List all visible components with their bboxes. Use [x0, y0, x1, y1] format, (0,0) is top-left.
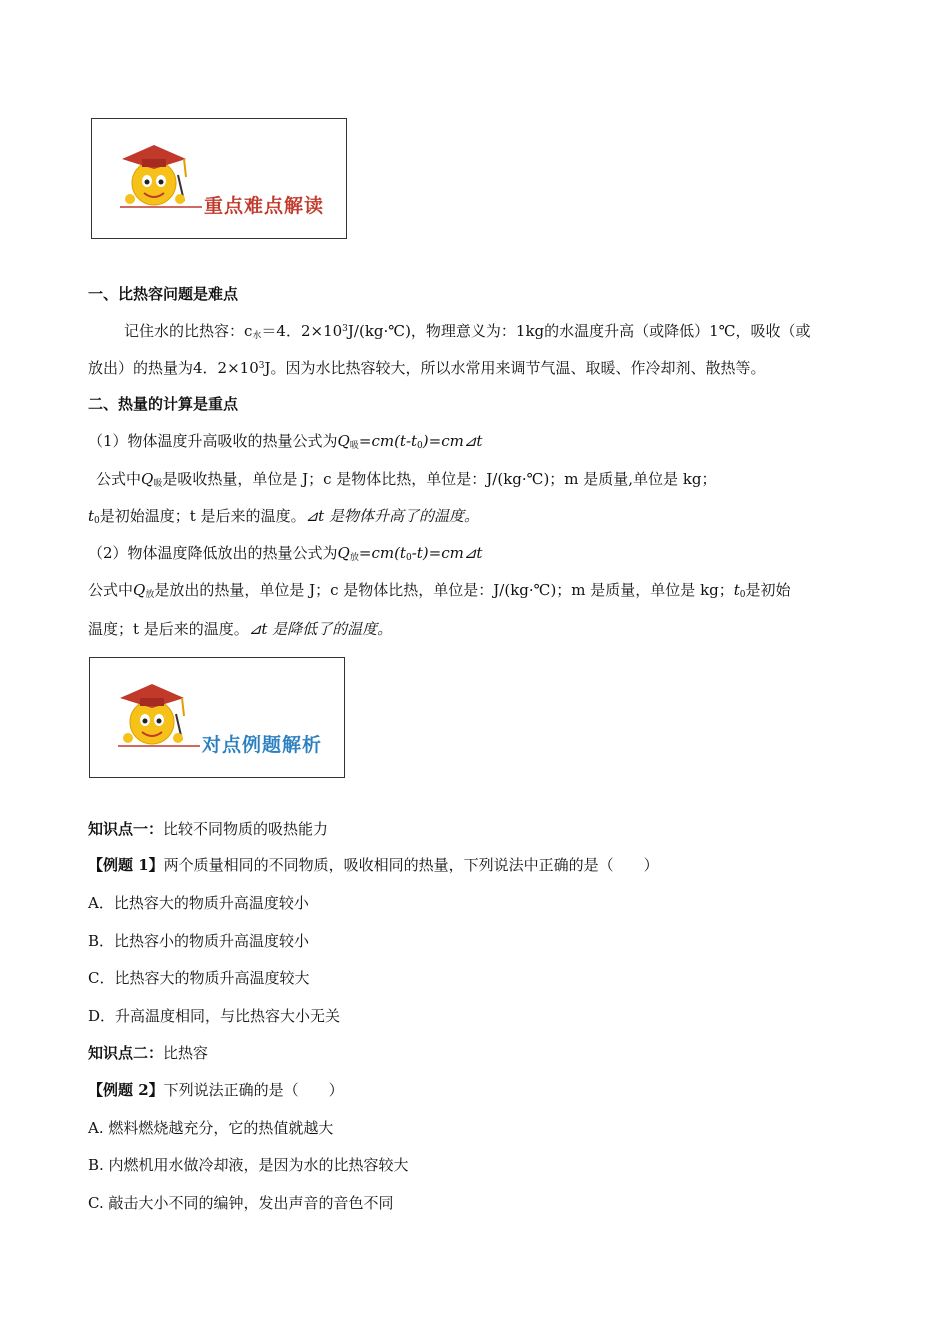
formula-line: （2）物体温度降低放出的热量公式为$Q_放=cm(t_0-t)=cm⊿t$ [88, 544, 483, 563]
option-a: A．比热容大的物质升高温度较小 [88, 894, 309, 912]
section-heading-1: 一、比热容问题是难点 [88, 285, 239, 303]
paragraph-line: 公式中$Q_放$是放出的热量，单位是 J；c 是物体比热，单位是：J/(kg·℃)；m 是质量，单位是 kg；$t_0$是初始 [88, 581, 791, 600]
example-question-1: 【例题 1】两个质量相同的不同物质，吸收相同的热量，下列说法中正确的是（ ） [88, 856, 659, 874]
banner-label: 对点例题解析 [202, 734, 323, 756]
paragraph-line: $t_0$是初始温度；t 是后来的温度。⊿t 是物体升高了的温度。 [88, 507, 479, 526]
option-c: C．比热容大的物质升高温度较大 [88, 969, 310, 987]
option-d: D．升高温度相同，与比热容大小无关 [88, 1007, 341, 1025]
option-b: B．比热容小的物质升高温度较小 [88, 932, 310, 950]
knowledge-point-1: 知识点一：比较不同物质的吸热能力 [88, 820, 329, 838]
mascot-graduate-icon [90, 658, 344, 777]
mascot-graduate-icon [92, 119, 346, 238]
section-banner-key-points [91, 118, 347, 239]
example-question-2: 【例题 2】下列说法正确的是（ ） [88, 1081, 344, 1099]
paragraph-line: 温度；t 是后来的温度。⊿t 是降低了的温度。 [88, 620, 393, 638]
section-banner-examples [89, 657, 345, 778]
section-heading-2: 二、热量的计算是重点 [88, 395, 239, 413]
paragraph-line: 记住水的比热容：$c_水=4$．$2\times 10^3J/(kg\cdot℃)$，物理意义为：1kg的水温度升高（或降低）1℃，吸收（或 [124, 322, 811, 341]
option-c: C. 敲击大小不同的编钟，发出声音的音色不同 [88, 1194, 394, 1212]
paragraph-line: 放出）的热量为4．$2\times 10^3J$。因为水比热容较大，所以水常用来调节气温、取暖、作冷却剂、散热等。 [88, 359, 766, 377]
knowledge-point-2: 知识点二：比热容 [88, 1044, 209, 1062]
option-a: A. 燃料燃烧越充分，它的热值就越大 [88, 1119, 334, 1137]
banner-label: 重点难点解读 [204, 195, 325, 217]
formula-line: （1）物体温度升高吸收的热量公式为$Q_吸=cm(t-t_0)=cm⊿t$ [88, 432, 483, 451]
paragraph-line: 公式中$Q_吸$是吸收热量，单位是 J；c 是物体比热，单位是：J/(kg·℃)；m 是质量,单位是 kg； [96, 470, 717, 489]
option-b: B. 内燃机用水做冷却液，是因为水的比热容较大 [88, 1156, 409, 1174]
